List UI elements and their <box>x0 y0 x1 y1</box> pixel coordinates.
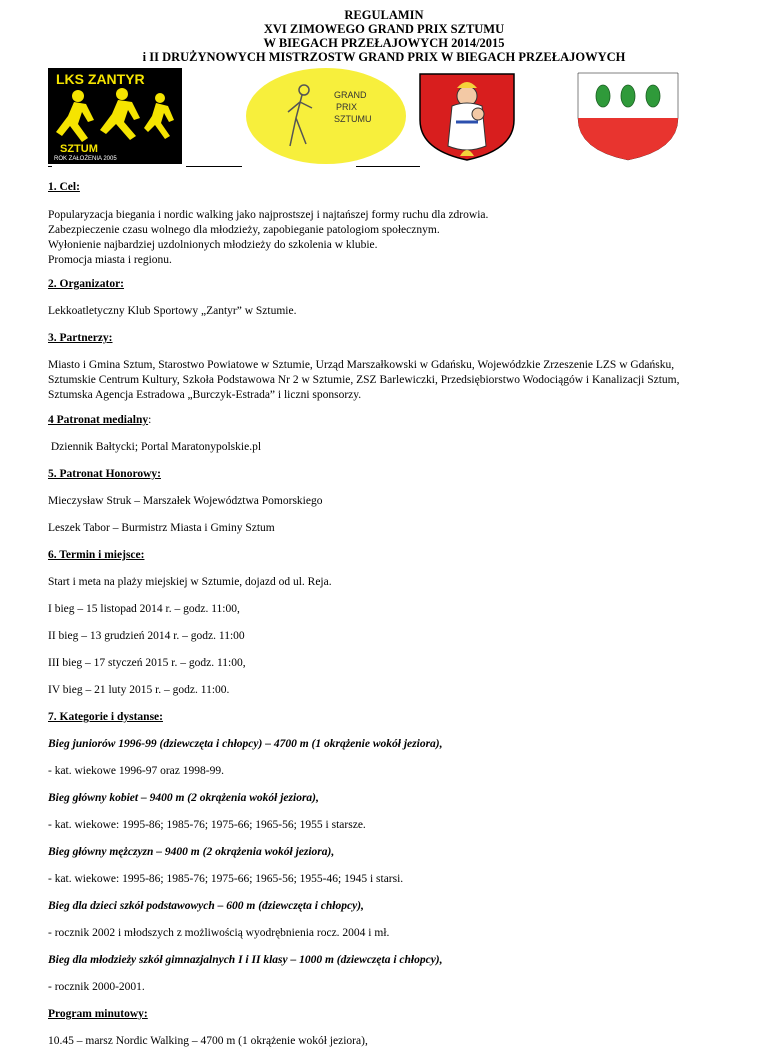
svg-text:GRAND: GRAND <box>334 90 367 100</box>
lks-zantyr-logo <box>48 68 182 164</box>
section-title-patronat-honorowy: 5. Patronat Honorowy: <box>48 468 161 480</box>
section-title-kategorie: 7. Kategorie i dystanse: <box>48 711 163 723</box>
patron-line: Leszek Tabor – Burmistrz Miasta i Gminy Sztum <box>48 522 275 534</box>
termin-start: Start i meta na plaży miejskiej w Sztumie, dojazd od ul. Reja. <box>48 576 332 588</box>
header-title: REGULAMIN <box>344 8 424 22</box>
section-title-organizator: 2. Organizator: <box>48 278 125 290</box>
svg-text:PRIX: PRIX <box>336 102 358 112</box>
svg-text:LKS ZANTYR: LKS ZANTYR <box>56 71 145 87</box>
partnerzy-line: Miasto i Gmina Sztum, Starostwo Powiatowe w Sztumie, Urząd Marszałkowski w Gdańsku, Wojewódzkie Zrzeszenie LZS w Gdańsku, <box>48 359 675 371</box>
category-heading: Bieg dla młodzieży szkół gimnazjalnych I i II klasy – 1000 m (dziewczęta i chłopcy), <box>48 954 443 966</box>
patron-line: Mieczysław Struk – Marszałek Województwa Pomorskiego <box>48 495 323 507</box>
run-date: III bieg – 17 styczeń 2015 r. – godz. 11:00, <box>48 657 246 669</box>
run-date: IV bieg – 21 luty 2015 r. – godz. 11:00. <box>48 684 230 696</box>
cel-line: Popularyzacja biegania i nordic walking jako najprostszej i najtańszej formy ruchu dla zdrowia. <box>48 209 489 221</box>
section-title-termin: 6. Termin i miejsce: <box>48 549 145 561</box>
header-event: XVI ZIMOWEGO GRAND PRIX SZTUMU <box>263 22 505 36</box>
category-detail: - kat. wiekowe: 1995-86; 1985-76; 1975-66; 1965-56; 1955 i starsze. <box>48 819 366 831</box>
category-detail: - rocznik 2002 i młodszych z możliwością wyodrębnienia rocz. 2004 i mł. <box>48 927 390 939</box>
category-heading: Bieg dla dzieci szkół podstawowych – 600 m (dziewczęta i chłopcy), <box>48 900 364 912</box>
patronat-medialny-text: Dziennik Bałtycki; Portal Maratonypolskie.pl <box>48 441 262 453</box>
cel-line: Wyłonienie najbardziej uzdolnionych młodzieży do szkolenia w klubie. <box>48 239 378 251</box>
section-title-partnerzy: 3. Partnerzy: <box>48 332 113 344</box>
svg-text:SZTUM: SZTUM <box>60 143 98 155</box>
underline-3 <box>356 166 420 167</box>
section-title-cel: 1. Cel: <box>48 181 80 193</box>
logo-strip <box>48 68 728 168</box>
program-line: 10.45 – marsz Nordic Walking – 4700 m (1 okrążenie wokół jeziora), <box>48 1035 368 1047</box>
cel-line: Zabezpieczenie czasu wolnego dla młodzieży, zapobieganie patologiom społecznym. <box>48 224 440 236</box>
patronat-medialny-colon: : <box>148 414 152 426</box>
category-detail: - kat. wiekowe: 1995-86; 1985-76; 1975-66; 1965-56; 1955-46; 1945 i starsi. <box>48 873 404 885</box>
grand-prix-logo <box>244 68 414 164</box>
svg-text:SZTUMU: SZTUMU <box>334 114 372 124</box>
runners-icon <box>48 68 182 164</box>
underline-1 <box>48 166 52 167</box>
header-championship: i II DRUŻYNOWYCH MISTRZOSTW GRAND PRIX W BIEGACH PRZEŁAJOWYCH <box>142 50 626 64</box>
section-title-program: Program minutowy: <box>48 1008 148 1020</box>
section-title-patronat-medialny <box>48 413 728 428</box>
cel-line: Promocja miasta i regionu. <box>48 254 172 266</box>
partnerzy-line: Sztumskie Centrum Kultury, Szkoła Podstawowa Nr 2 w Sztumie, ZSZ Barlewiczki, Przedsiębiorstwo Wodociągów i Kanalizacji Sztum, <box>48 374 680 386</box>
run-date: I bieg – 15 listopad 2014 r. – godz. 11:00, <box>48 603 240 615</box>
founded-label: ROK ZAŁOŻENIA 2005 <box>54 156 117 162</box>
category-heading: Bieg główny mężczyzn – 9400 m (2 okrążenia wokół jeziora), <box>48 846 335 858</box>
sztum-coat-of-arms-icon <box>416 70 518 162</box>
patronat-medialny-label: 4 Patronat medialny <box>48 414 149 426</box>
regulation-body <box>48 180 728 1049</box>
organizator-text: Lekkoatletyczny Klub Sportowy „Zantyr” w Sztumie. <box>48 305 297 317</box>
three-leaves-shield-icon <box>575 70 681 162</box>
category-detail: - rocznik 2000-2001. <box>48 981 145 993</box>
category-heading: Bieg juniorów 1996-99 (dziewczęta i chłopcy) – 4700 m (1 okrążenie wokół jeziora), <box>48 738 443 750</box>
header-subtitle: W BIEGACH PRZEŁAJOWYCH 2014/2015 <box>263 36 505 50</box>
underline-2 <box>186 166 242 167</box>
category-heading: Bieg główny kobiet – 9400 m (2 okrążenia wokół jeziora), <box>48 792 319 804</box>
run-date: II bieg – 13 grudzień 2014 r. – godz. 11:00 <box>48 630 245 642</box>
category-detail: - kat. wiekowe 1996-97 oraz 1998-99. <box>48 765 224 777</box>
document-header <box>0 8 768 64</box>
partnerzy-line: Sztumska Agencja Estradowa „Burczyk-Estrada” i liczni sponsorzy. <box>48 389 362 401</box>
